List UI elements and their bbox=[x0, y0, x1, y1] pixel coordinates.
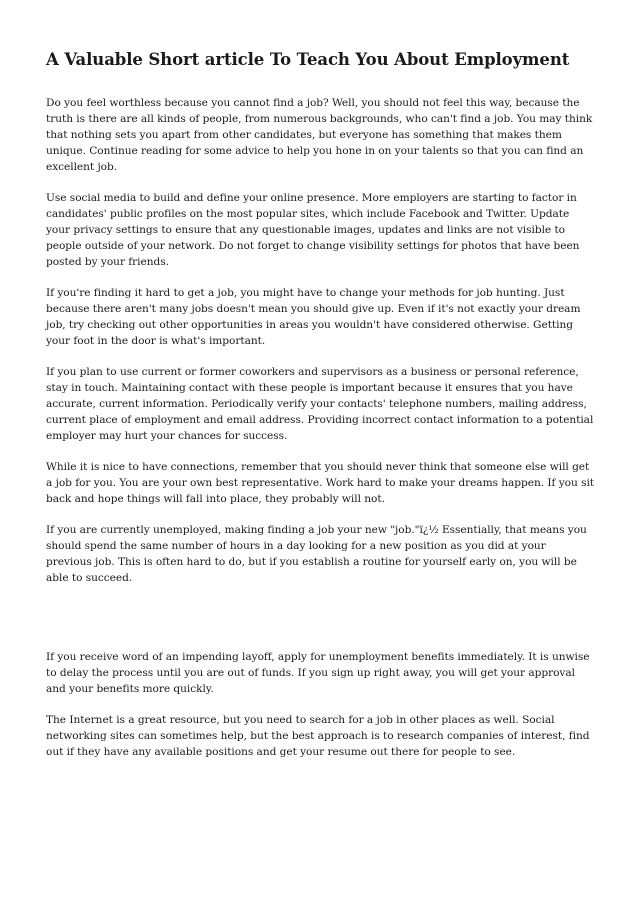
paragraph-4: If you plan to use current or former coworkers and supervisors as a business or personal reference, stay in touch. Maintaining contact with these people is important because it ensures that you have accurate, current information. Periodically verify your contacts' telephone numbers, mailing address, current place of employment and email address. Providing incorrect contact information to a potential employer may hurt your chances for success. bbox=[46, 366, 594, 442]
paragraph-1: Do you feel worthless because you cannot find a job? Well, you should not feel this way, because the truth is there are all kinds of people, from numerous backgrounds, who can't find a job. You may think that nothing sets you apart from other candidates, but everyone has something that makes them unique. Continue reading for some advice to help you hone in on your talents so that you can find an excellent job. bbox=[46, 97, 593, 173]
paragraph-5: While it is nice to have connections, remember that you should never think that someone else will get a job for you. You are your own best representative. Work hard to make your dreams happen. If you sit back and hope things will fall into place, they probably will not. bbox=[46, 461, 595, 505]
paragraph-8: The Internet is a great resource, but you need to search for a job in other places as well. Social networking sites can sometimes help, but the best approach is to research companies of interest, find out if they have any available positions and get your resume out there for people to see. bbox=[46, 714, 590, 758]
paragraph-2: Use social media to build and define your online presence. More employers are starting to factor in candidates' public profiles on the most popular sites, which include Facebook and Twitter. Update your privacy settings to ensure that any questionable images, updates and links are not visible to people outside of your network. Do not forget to change visibility settings for photos that have been posted by your friends. bbox=[46, 192, 580, 268]
paragraph-7: If you receive word of an impending layoff, apply for unemployment benefits immediately. It is unwise to delay the process until you are out of funds. If you sign up right away, you will get your approval and your benefits more quickly. bbox=[46, 651, 590, 695]
paragraph-6: If you are currently unemployed, making finding a job your new "job."ï¿½ Essentially, that means you should spend the same number of hours in a day looking for a new position as you did at your previous job. This is often hard to do, but if you establish a routine for yourself early on, you will be able to succeed. bbox=[46, 524, 587, 584]
document-page bbox=[46, 49, 594, 775]
document-title: A Valuable Short article To Teach You About Employment bbox=[46, 50, 570, 69]
paragraph-3: If you're finding it hard to get a job, you might have to change your methods for job hunting. Just because there aren't many jobs doesn't mean you should give up. Even if it's not exactly your dream job, try checking out other opportunities in areas you wouldn't have considered otherwise. Getting your foot in the door is what's important. bbox=[46, 287, 581, 347]
section-gap bbox=[46, 601, 594, 649]
